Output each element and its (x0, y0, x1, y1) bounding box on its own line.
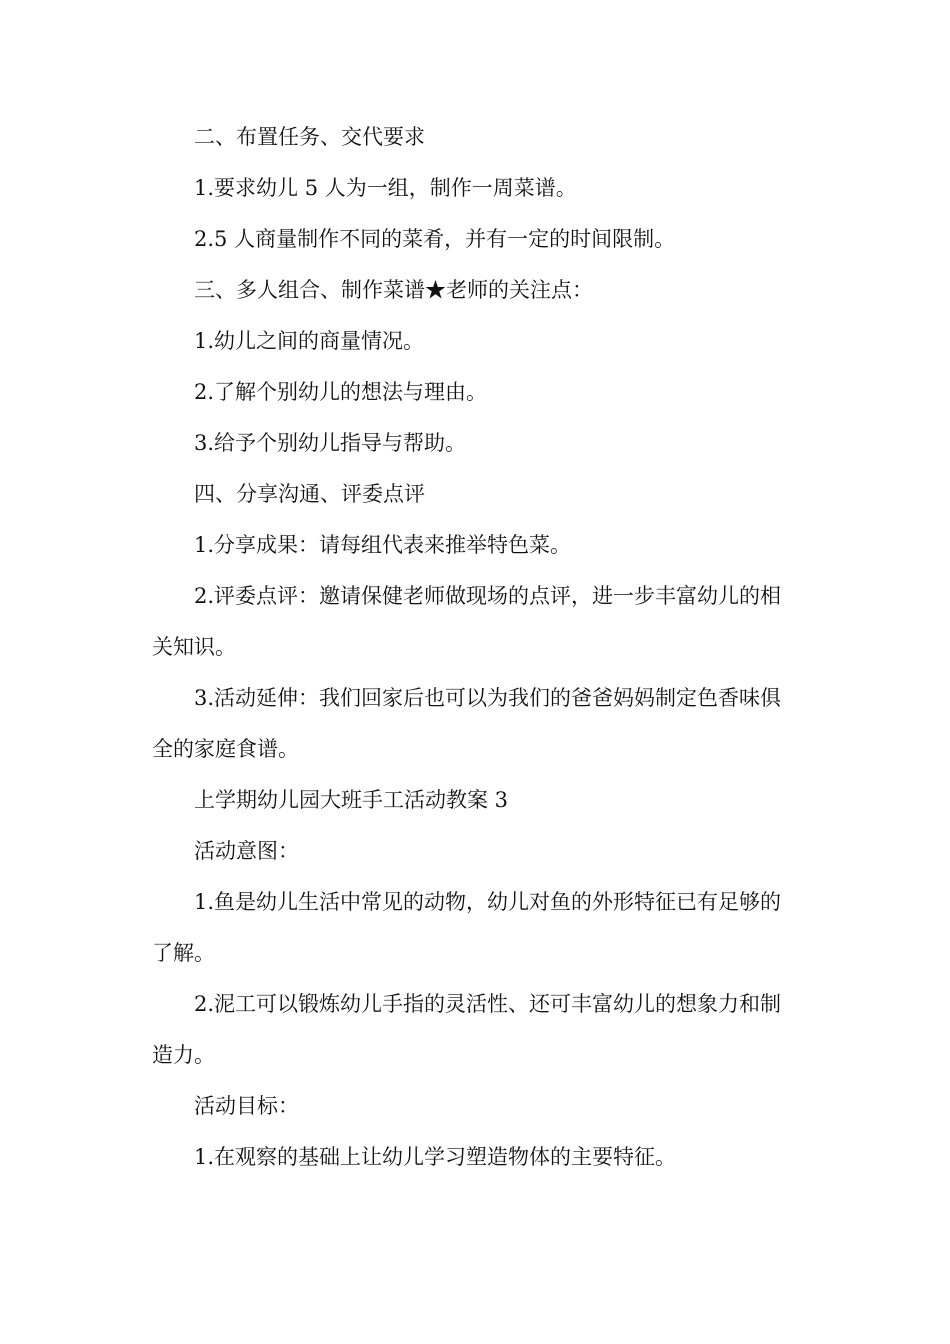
paragraph: 1.要求幼儿 5 人为一组，制作一周菜谱。 (194, 176, 577, 200)
document-body (152, 112, 797, 1183)
paragraph: 2.泥工可以锻炼幼儿手指的灵活性、还可丰富幼儿的想象力和制造力。 (152, 992, 782, 1067)
paragraph: 1.幼儿之间的商量情况。 (194, 329, 425, 353)
paragraph: 1.分享成果：请每组代表来推举特色菜。 (194, 533, 572, 557)
paragraph: 2.5 人商量制作不同的菜肴，并有一定的时间限制。 (194, 227, 676, 251)
lesson-plan-title: 上学期幼儿园大班手工活动教案 3 (194, 788, 509, 812)
paragraph: 2.了解个别幼儿的想法与理由。 (194, 380, 488, 404)
paragraph: 1.鱼是幼儿生活中常见的动物，幼儿对鱼的外形特征已有足够的了解。 (152, 890, 782, 965)
section-heading-share-review: 四、分享沟通、评委点评 (194, 482, 425, 506)
subheading-goals: 活动目标： (194, 1094, 299, 1118)
paragraph: 2.评委点评：邀请保健老师做现场的点评，进一步丰富幼儿的相关知识。 (152, 584, 782, 659)
section-heading-group-menu: 三、多人组合、制作菜谱★老师的关注点： (194, 278, 593, 302)
paragraph: 3.活动延伸：我们回家后也可以为我们的爸爸妈妈制定色香味俱全的家庭食谱。 (152, 686, 782, 761)
section-heading-assign-tasks: 二、布置任务、交代要求 (194, 125, 425, 149)
paragraph: 3.给予个别幼儿指导与帮助。 (194, 431, 467, 455)
paragraph: 1.在观察的基础上让幼儿学习塑造物体的主要特征。 (194, 1145, 677, 1169)
subheading-intent: 活动意图： (194, 839, 299, 863)
